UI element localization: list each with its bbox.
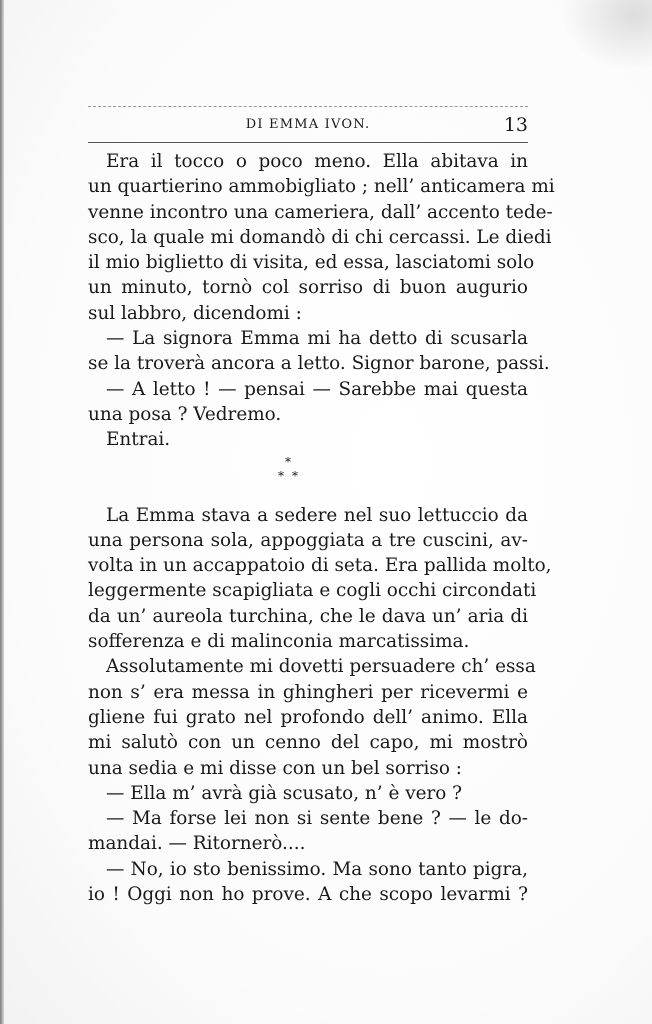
text-line: non s’ era messa in ghingheri per ricevermi e (88, 681, 528, 703)
text-line: sul labbro, dicendomi : (88, 302, 302, 324)
text-line: — La signora Emma mi ha detto di scusarla (106, 328, 528, 350)
text-line: — A letto ! — pensai — Sarebbe mai questa (106, 378, 528, 400)
text-line: il mio biglietto di visita, ed essa, lasciatomi solo (88, 252, 535, 274)
text-line: da un’ aureola turchina, che le dava un’ aria di (88, 605, 528, 627)
text-line: sofferenza e di malinconia marcatissima. (88, 631, 470, 653)
text-line: gliene fui grato nel profondo dell’ animo. Ella (88, 706, 528, 728)
text-line: venne incontro una cameriera, dall’ accento tede- (88, 201, 553, 223)
asterisk: * (278, 468, 284, 483)
body-text (88, 149, 555, 907)
running-head (88, 114, 528, 138)
asterisk: * (285, 454, 291, 469)
text-line: — Ella m’ avrà già scusato, n’ è vero ? (106, 782, 463, 804)
text-line: mi salutò con un cenno del capo, mi mostrò (88, 732, 528, 754)
page-stain (562, 0, 652, 70)
text-line: — Ma forse lei non si sente bene ? — le do- (106, 808, 528, 830)
text-line: — No, io sto benissimo. Ma sono tanto pigra, (106, 858, 528, 880)
text-line: volta in un accappatoio di seta. Era pallida molto, (88, 555, 552, 577)
page-binding-edge (0, 0, 4, 1024)
text-line: se la troverà ancora a letto. Signor barone, passi. (88, 353, 550, 375)
text-line: La Emma stava a sedere nel suo lettuccio da (106, 504, 528, 526)
text-line: una sedia e mi disse con un bel sorriso : (88, 757, 462, 779)
text-line: Era il tocco o poco meno. Ella abitava in (106, 151, 528, 172)
section-break-asterism (88, 453, 528, 503)
text-line: Entrai. (106, 429, 171, 451)
text-line: un quartierino ammobigliato ; nell’ anticamera mi (88, 176, 555, 198)
text-line: Assolutamente mi dovetti persuadere ch’ essa (106, 656, 536, 678)
text-line: una persona sola, appoggiata a tre cuscini, av- (88, 529, 528, 551)
text-line: sco, la quale mi domandò di chi cercassi. Le diedi (88, 226, 552, 248)
text-line: un minuto, tornò col sorriso di buon augurio (88, 277, 528, 299)
page-number: 13 (503, 114, 528, 136)
text-line: mandai. — Ritornerò.... (88, 833, 306, 855)
header-rule-bottom (88, 142, 528, 143)
running-title: DI EMMA IVON. (245, 117, 371, 132)
text-line: una posa ? Vedremo. (88, 403, 282, 425)
text-line: io ! Oggi non ho prove. A che scopo levarmi ? (88, 884, 528, 906)
text-line: leggermente scapigliata e cogli occhi circondati (88, 580, 537, 602)
header-rule-top (88, 106, 528, 107)
asterisk: * (292, 468, 298, 483)
